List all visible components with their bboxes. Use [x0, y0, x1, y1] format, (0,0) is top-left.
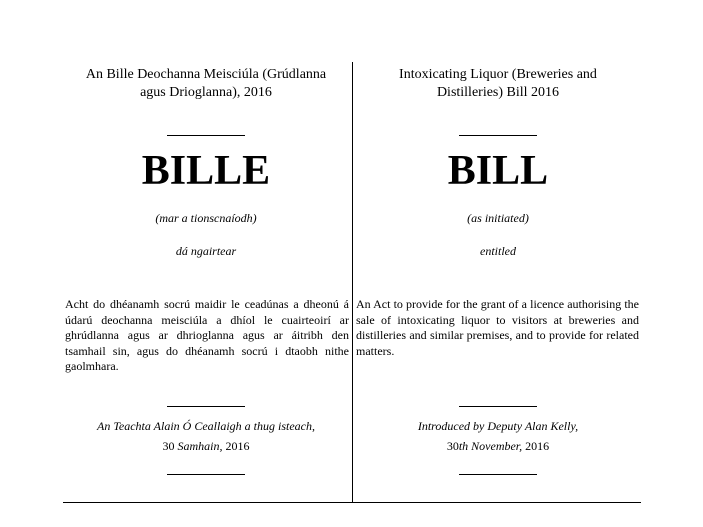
irish-date-day: 30	[162, 439, 175, 453]
english-date-month: th November,	[458, 439, 523, 453]
english-heading: BILL	[447, 148, 549, 194]
english-introduced: Introduced by Deputy Alan Kelly,	[417, 419, 579, 433]
english-rule-bottom	[459, 474, 537, 475]
english-date-year: 2016	[525, 439, 550, 453]
irish-rule-middle	[167, 406, 245, 407]
english-initiated: (as initiated)	[467, 211, 529, 225]
english-title-line1: Intoxicating Liquor (Breweries and	[399, 67, 597, 82]
irish-heading: BILLE	[141, 148, 271, 194]
english-date	[356, 438, 640, 454]
english-date-day: 30	[446, 439, 459, 453]
english-column	[356, 0, 640, 500]
english-title	[356, 66, 640, 102]
irish-initiated: (mar a tionscnaíodh)	[155, 211, 257, 225]
english-entitled: entitled	[480, 244, 516, 258]
irish-rule-top	[167, 135, 245, 136]
irish-title-line2: agus Drioglanna), 2016	[140, 85, 272, 100]
irish-date-year: 2016	[225, 439, 250, 453]
english-rule-top	[459, 135, 537, 136]
english-title-line2: Distilleries) Bill 2016	[436, 85, 560, 100]
irish-date	[63, 438, 349, 454]
bottom-rule	[63, 502, 641, 503]
irish-column	[63, 0, 349, 500]
column-divider	[352, 62, 353, 502]
irish-title	[63, 66, 349, 102]
irish-title-line1: An Bille Deochanna Meisciúla (Grúdlanna	[85, 67, 327, 82]
english-long-title	[356, 297, 639, 359]
irish-entitled: dá ngairtear	[175, 244, 237, 258]
english-long-title-text: An Act to provide for the grant of a licence authorising the sale of intoxicating liquor to visitors at breweries and distilleries and similar premises, and to provide for related matters.	[356, 297, 639, 358]
english-rule-middle	[459, 406, 537, 407]
irish-long-title	[65, 297, 349, 375]
irish-date-month: Samhain,	[177, 439, 223, 453]
irish-rule-bottom	[167, 474, 245, 475]
irish-long-title-text: Acht do dhéanamh socrú maidir le ceadúnas a dheonú á údarú deochanna meisciúla a dhíol le cuairteoirí ar ghrúdlanna agus ar dhrioglanna agus ar áitribh den tsamhail sin, agus do dhéanamh socrú i dtaobh nithe gaolmhara.	[65, 297, 349, 373]
irish-introduced: An Teachta Alain Ó Ceallaigh a thug isteach,	[97, 419, 315, 433]
